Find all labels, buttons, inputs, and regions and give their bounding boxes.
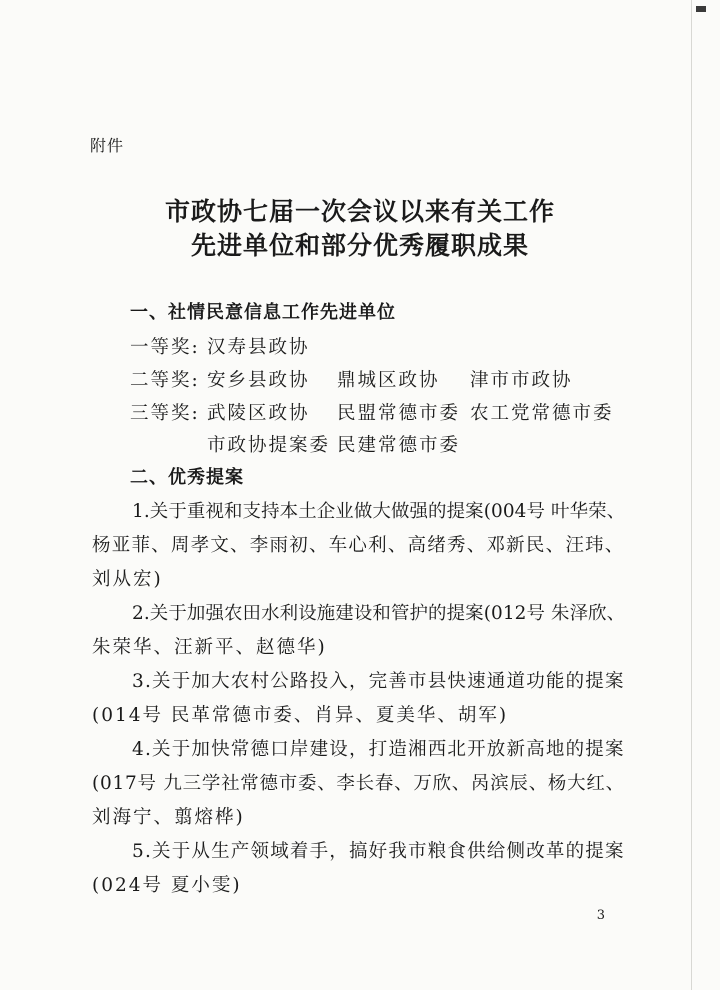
scan-corner-mark [696,6,706,12]
proposal-2-line-2: 朱荣华、汪新平、赵德华) [92,637,327,658]
proposal-5-line-1: 5.关于从生产领域着手，搞好我市粮食供给侧改革的提案 [132,841,625,862]
document-title-line-1: 市政协七届一次会议以来有关工作 [164,197,555,226]
proposal-3-line-1: 3.关于加大农村公路投入，完善市县快速通道功能的提案 [132,671,625,692]
proposal-5-line-2: (024号 夏小雯) [92,875,242,896]
document-title-line-2: 先进单位和部分优秀履职成果 [190,231,529,260]
proposal-4-line-1: 4.关于加快常德口岸建设，打造湘西北开放新高地的提案 [132,739,625,760]
award-unit: 市政协提案委 [207,435,331,456]
award-label-first: 一等奖: [130,337,200,358]
proposal-2-line-1: 2.关于加强农田水利设施建设和管护的提案(012号 朱泽欣、 [132,603,626,624]
award-unit: 武陵区政协 [207,403,310,424]
proposal-1-line-3: 刘从宏) [92,569,163,590]
award-unit: 民建常德市委 [337,435,461,456]
award-label-second: 二等奖: [130,370,200,391]
attachment-label: 附件 [90,136,125,155]
page-edge [691,0,692,990]
award-label-third: 三等奖: [130,403,200,424]
award-unit: 鼎城区政协 [337,370,440,391]
award-unit: 农工党常德市委 [470,403,614,424]
proposal-4-line-2: (017号 九三学社常德市委、李长春、万欣、呙滨辰、杨大红、 [92,773,625,794]
award-unit: 汉寿县政协 [207,337,310,358]
award-unit: 津市市政协 [470,370,573,391]
proposal-3-line-2: (014号 民革常德市委、肖异、夏美华、胡军) [92,705,509,726]
section-heading-excellent-proposals: 二、优秀提案 [130,467,244,488]
proposal-1-line-1: 1.关于重视和支持本土企业做大做强的提案(004号 叶华荣、 [132,501,626,522]
proposal-1-line-2: 杨亚菲、周孝文、李雨初、车心利、高绪秀、邓新民、汪玮、 [92,535,625,556]
award-unit: 安乡县政协 [207,370,310,391]
proposal-4-line-3: 刘海宁、翦熔桦) [92,807,245,828]
award-unit: 民盟常德市委 [337,403,461,424]
section-heading-advanced-units: 一、社情民意信息工作先进单位 [130,302,396,323]
page-number: 3 [596,908,605,923]
